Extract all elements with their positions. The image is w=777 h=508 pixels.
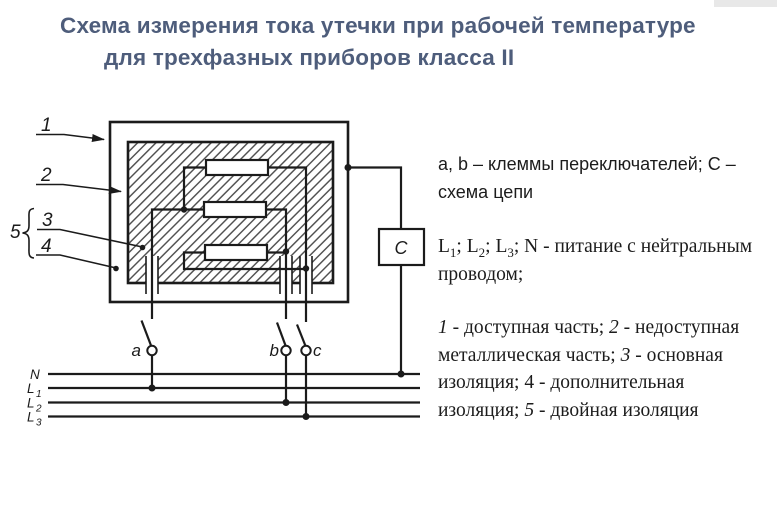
title-line-2: для трехфазных приборов класса II [104,45,515,70]
switch-labels [132,341,322,360]
legend-supply-note: $L_1$; $L_2$; $L_3$; N - питание с нейтральным проводом; [438,236,753,285]
switch-a [142,321,157,392]
supply-label-l1-sub: 1 [36,389,42,400]
part-label-1: 1 [41,115,52,136]
switch-c-label: c [313,341,322,360]
switch-b [277,323,291,407]
supply-lines [48,374,420,417]
circuit-box-label: C [394,238,408,258]
measuring-circuit [345,164,425,378]
part-label-3: 3 [42,210,53,231]
part-label-4: 4 [41,236,52,257]
switch-c [297,325,311,421]
legend-terminals-note: a, b – клеммы переключателей; C – схема цепи [438,154,736,202]
supply-line-labels [27,367,42,429]
title-line-1: Схема измерения тока утечки при рабочей температуре [60,13,696,38]
part-label-5: 5 [10,222,21,243]
part-label-2: 2 [41,165,52,186]
resistor-top [206,160,268,175]
supply-label-l1: L [27,381,35,396]
supply-label-l2: L [27,395,35,411]
switch-a-label: a [131,341,141,360]
legend [438,150,777,424]
supply-label-l2-sub: 2 [36,403,42,415]
resistor-elements [204,160,268,260]
resistor-middle [204,202,266,217]
legend-parts-note: 1 - доступная часть; 2 - недоступная металлическая часть; 3 - основная изоляция; 4 - дополнительная изоляция; 5 - двойная изоляция [438,317,740,421]
supply-label-n: N [30,367,40,382]
switch-b-label: b [269,341,279,360]
brace-5 [23,209,35,259]
switches [142,321,311,421]
supply-label-l3: L [27,409,35,425]
resistor-bottom [205,245,267,260]
supply-label-l3-sub: 3 [36,417,42,429]
